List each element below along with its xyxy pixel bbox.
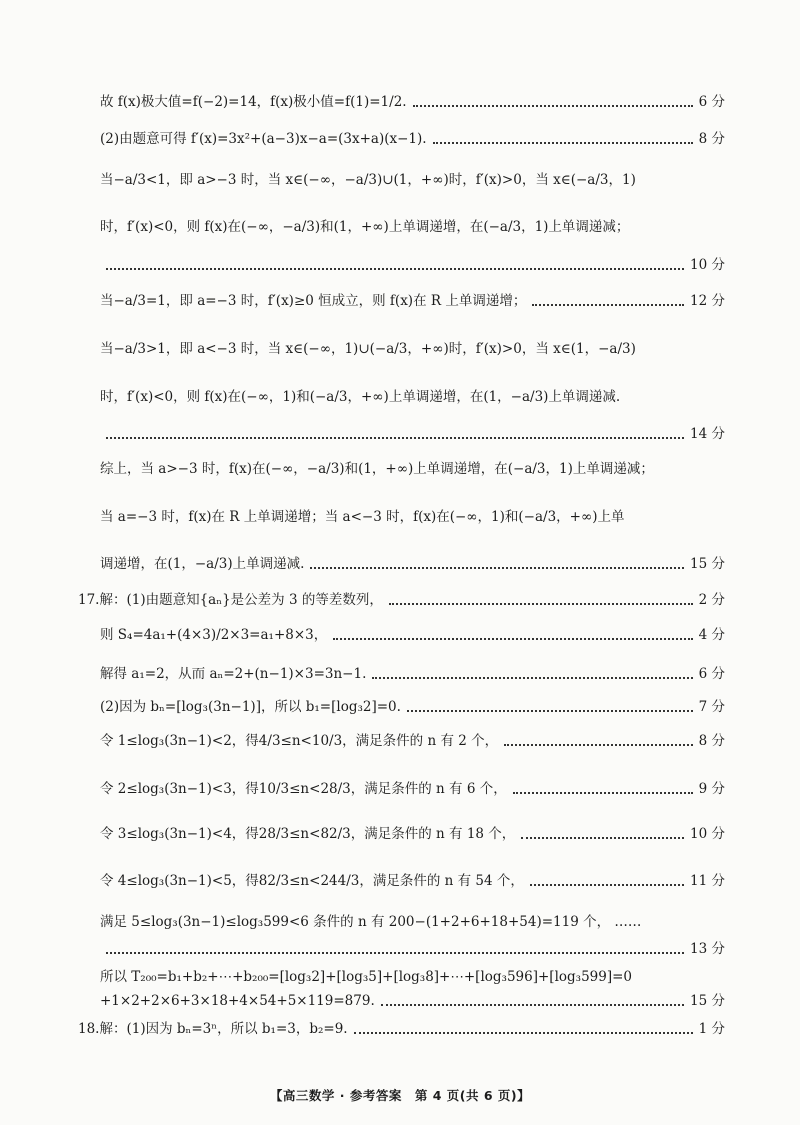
answer-line	[100, 293, 725, 309]
score-label: 13 分	[690, 941, 725, 957]
dot-leader	[504, 744, 692, 746]
line-text: 所以 T₂₀₀=b₁+b₂+⋯+b₂₀₀=[log₃2]+[log₃5]+[log₃8]+⋯+[log₃596]+[log₃599]=0	[100, 969, 632, 985]
score-label: 11 分	[690, 873, 725, 889]
line-text: 令 3≤log₃(3n−1)<4，得28/3≤n<82/3，满足条件的 n 有 18 个，	[100, 826, 516, 842]
line-text: 解得 a₁=2，从而 aₙ=2+(n−1)×3=3n−1.	[100, 666, 367, 682]
score-label: 10 分	[690, 826, 725, 842]
answer-line	[100, 389, 725, 405]
answer-line	[100, 257, 725, 273]
answer-line	[100, 556, 725, 572]
dot-leader	[532, 304, 684, 306]
answer-line	[100, 426, 725, 442]
dot-leader	[106, 437, 684, 439]
answer-line	[100, 969, 725, 985]
line-text: 时，f′(x)<0，则 f(x)在(−∞，1)和(−a/3，+∞)上单调递增，在(1，−a/3)上单调递减.	[100, 389, 621, 405]
dot-leader	[310, 567, 684, 569]
line-text: 当−a/3<1，即 a>−3 时，当 x∈(−∞，−a/3)∪(1，+∞)时，f′(x)>0，当 x∈(−a/3，1)	[100, 172, 636, 188]
score-label: 8 分	[698, 733, 725, 749]
dot-leader	[521, 837, 684, 839]
answer-line	[100, 461, 725, 477]
line-text: 令 2≤log₃(3n−1)<3，得10/3≤n<28/3，满足条件的 n 有 6 个，	[100, 781, 507, 797]
line-text: 17.解：(1)由题意知{aₙ}是公差为 3 的等差数列，	[78, 592, 383, 608]
answer-line	[100, 131, 725, 147]
score-label: 6 分	[698, 94, 725, 110]
score-label: 14 分	[690, 426, 725, 442]
answer-line	[100, 993, 725, 1009]
dot-leader	[354, 1032, 693, 1034]
score-label: 9 分	[698, 781, 725, 797]
score-label: 12 分	[690, 293, 725, 309]
line-text: 调递增，在(1，−a/3)上单调递减.	[100, 556, 305, 572]
line-text: 当−a/3=1，即 a=−3 时，f′(x)≥0 恒成立，则 f(x)在 R 上单调递增；	[100, 293, 527, 309]
answer-line	[100, 914, 725, 930]
line-text: 时，f′(x)<0，则 f(x)在(−∞，−a/3)和(1，+∞)上单调递增，在(−a/3，1)上单调递减；	[100, 219, 630, 235]
line-text: 令 4≤log₃(3n−1)<5，得82/3≤n<244/3，满足条件的 n 有 54 个，	[100, 873, 524, 889]
score-label: 6 分	[698, 666, 725, 682]
score-label: 4 分	[698, 627, 725, 643]
line-text: 则 S₄=4a₁+(4×3)/2×3=a₁+8×3，	[100, 627, 328, 643]
dot-leader	[530, 884, 684, 886]
answer-line	[100, 781, 725, 797]
score-label: 15 分	[690, 993, 725, 1009]
answer-line	[100, 172, 725, 188]
line-text: 18.解：(1)因为 bₙ=3ⁿ，所以 b₁=3，b₂=9.	[78, 1021, 348, 1037]
answer-line	[100, 94, 725, 110]
answer-line	[100, 941, 725, 957]
answer-line	[78, 592, 725, 608]
answer-line	[100, 826, 725, 842]
line-text: 当−a/3>1，即 a<−3 时，当 x∈(−∞，1)∪(−a/3，+∞)时，f′(x)>0，当 x∈(1，−a/3)	[100, 341, 636, 357]
score-label: 8 分	[698, 131, 725, 147]
line-text: 满足 5≤log₃(3n−1)≤log₃599<6 条件的 n 有 200−(1+2+6+18+54)=119 个， ……	[100, 914, 642, 930]
answer-line	[100, 627, 725, 643]
dot-leader	[389, 603, 693, 605]
answer-line	[100, 341, 725, 357]
line-text: (2)因为 bₙ=[log₃(3n−1)]，所以 b₁=[log₃2]=0.	[100, 699, 401, 715]
dot-leader	[106, 268, 684, 270]
dot-leader	[333, 638, 692, 640]
line-text: 故 f(x)极大值=f(−2)=14，f(x)极小值=f(1)=1/2.	[100, 94, 407, 110]
line-text: +1×2+2×6+3×18+4×54+5×119=879.	[100, 993, 375, 1009]
line-text: 综上，当 a>−3 时，f(x)在(−∞，−a/3)和(1，+∞)上单调递增，在(−a/3，1)上单调递减；	[100, 461, 654, 477]
line-text: 令 1≤log₃(3n−1)<2，得4/3≤n<10/3，满足条件的 n 有 2 个，	[100, 733, 499, 749]
score-label: 15 分	[690, 556, 725, 572]
dot-leader	[372, 677, 692, 679]
answer-line	[100, 509, 725, 525]
answer-line	[100, 873, 725, 889]
dot-leader	[106, 952, 684, 954]
dot-leader	[433, 142, 693, 144]
line-text: 当 a=−3 时，f(x)在 R 上单调递增；当 a<−3 时，f(x)在(−∞，1)和(−a/3，+∞)上单	[100, 509, 625, 525]
answer-line	[100, 733, 725, 749]
score-label: 2 分	[698, 592, 725, 608]
dot-leader	[513, 792, 693, 794]
answer-line	[100, 219, 725, 235]
answer-line	[100, 699, 725, 715]
score-label: 7 分	[698, 699, 725, 715]
dot-leader	[413, 105, 693, 107]
page-footer: 【高三数学 · 参考答案 第 4 页(共 6 页)】	[269, 1088, 531, 1103]
score-label: 10 分	[690, 257, 725, 273]
line-text: (2)由题意可得 f′(x)=3x²+(a−3)x−a=(3x+a)(x−1).	[100, 131, 427, 147]
answer-line	[100, 666, 725, 682]
score-label: 1 分	[698, 1021, 725, 1037]
answer-line	[78, 1021, 725, 1037]
dot-leader	[381, 1004, 684, 1006]
dot-leader	[407, 710, 693, 712]
